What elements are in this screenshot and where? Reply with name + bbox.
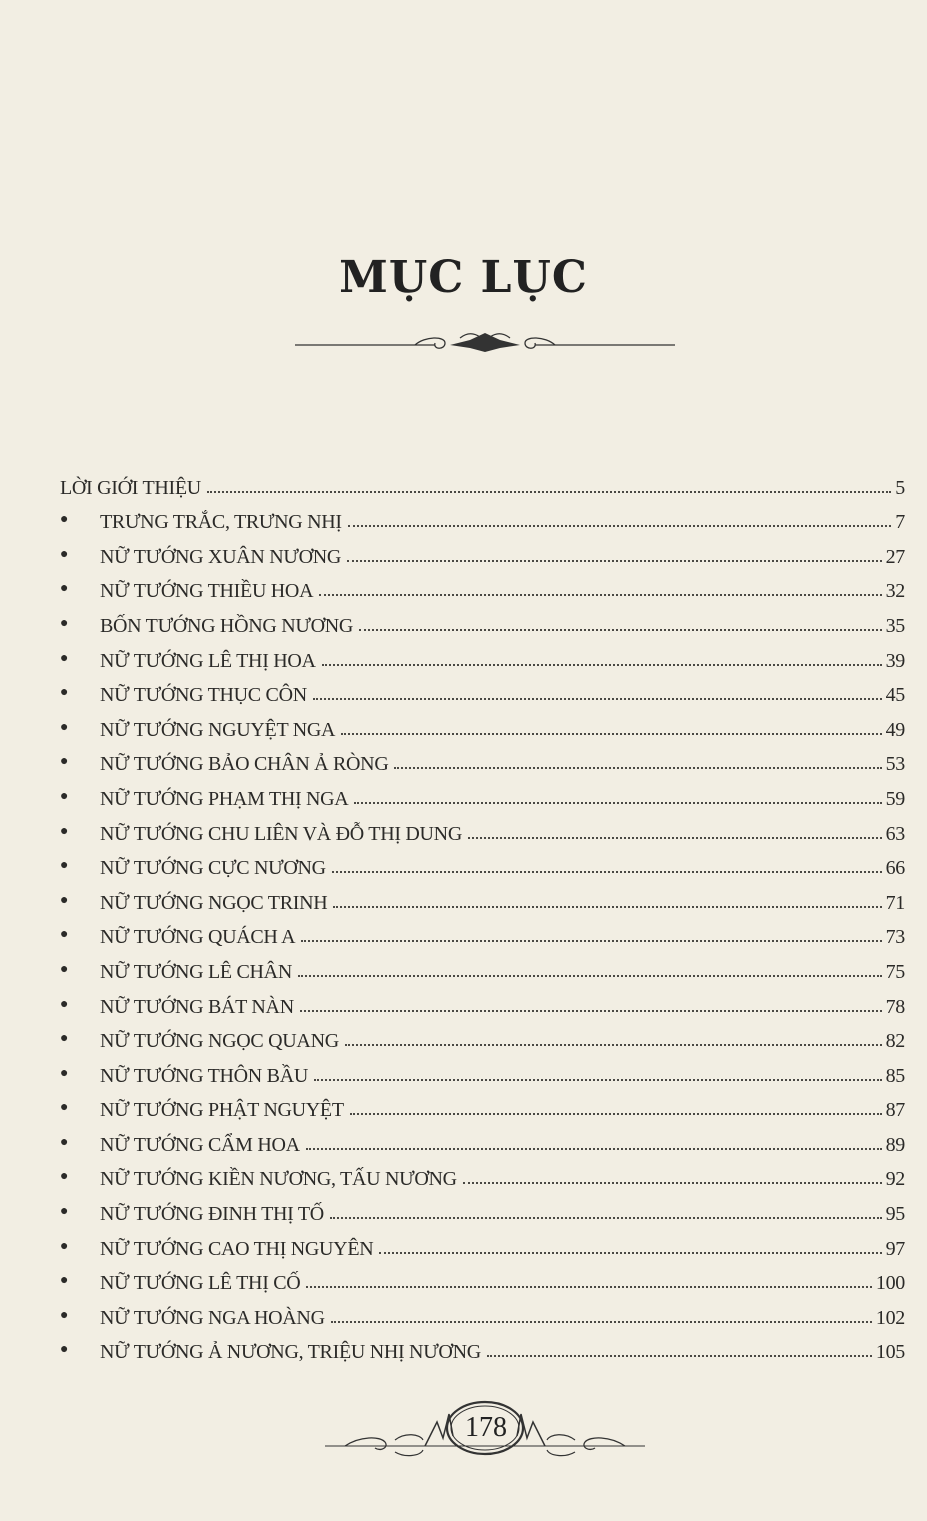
bullet-icon: ●	[60, 1065, 69, 1081]
toc-page-number: 49	[885, 718, 905, 741]
bullet-icon: ●	[60, 927, 69, 943]
dot-leader	[350, 1112, 882, 1115]
toc-entry-label: NỮ TƯỚNG NGỌC QUANG	[100, 1030, 339, 1053]
toc-page-number: 82	[885, 1030, 905, 1053]
toc-entry-row[interactable]	[60, 1053, 905, 1088]
dot-leader	[306, 1147, 882, 1150]
toc-page-number: 5	[895, 476, 905, 499]
dot-leader	[314, 1078, 882, 1081]
toc-entry-row[interactable]	[60, 1261, 905, 1296]
dot-leader	[331, 1320, 872, 1323]
toc-page-number: 89	[885, 1133, 905, 1156]
toc-page-number: 73	[885, 926, 905, 949]
toc-page-number: 75	[885, 960, 905, 983]
toc-page-number: 66	[885, 857, 905, 880]
toc-entry-label: NỮ TƯỚNG PHẠM THỊ NGA	[100, 787, 349, 810]
toc-entry-label: BỐN TƯỚNG HỒNG NƯƠNG	[100, 614, 353, 637]
toc-page-number: 59	[885, 787, 905, 810]
toc-page-number: 71	[885, 891, 905, 914]
dot-leader	[207, 490, 891, 493]
page-number: 178	[465, 1412, 507, 1443]
toc-page-number: 105	[875, 1341, 905, 1364]
toc-entry-label: NỮ TƯỚNG KIỀN NƯƠNG, TẤU NƯƠNG	[100, 1168, 457, 1191]
toc-entry-label: NỮ TƯỚNG LÊ CHÂN	[100, 960, 292, 983]
toc-entry-label: NỮ TƯỚNG NGUYỆT NGA	[100, 718, 336, 741]
toc-entry-row[interactable]	[60, 811, 905, 846]
bullet-icon: ●	[60, 996, 69, 1012]
toc-entry-label: NỮ TƯỚNG Ả NƯƠNG, TRIỆU NHỊ NƯƠNG	[100, 1341, 481, 1364]
toc-page-number: 78	[885, 995, 905, 1018]
bullet-icon: ●	[60, 1100, 69, 1116]
toc-entry-row[interactable]	[60, 846, 905, 881]
bullet-icon: ●	[60, 581, 69, 597]
dot-leader	[359, 628, 882, 631]
toc-entry-row[interactable]	[60, 776, 905, 811]
dot-leader	[468, 836, 882, 839]
dot-leader	[333, 905, 881, 908]
dot-leader	[341, 732, 881, 735]
toc-page-number: 87	[885, 1099, 905, 1122]
dot-leader	[301, 939, 881, 942]
bullet-icon: ●	[60, 1273, 69, 1289]
bullet-icon: ●	[60, 1307, 69, 1323]
toc-entry-row[interactable]	[60, 603, 905, 638]
bullet-icon: ●	[60, 512, 69, 528]
dot-leader	[300, 1009, 882, 1012]
toc-page-number: 35	[885, 614, 905, 637]
toc-entry-row[interactable]	[60, 949, 905, 984]
toc-entry-row[interactable]	[60, 1295, 905, 1330]
dot-leader	[348, 524, 892, 527]
bullet-icon: ●	[60, 1342, 69, 1358]
toc-entry-label: NỮ TƯỚNG PHẬT NGUYỆT	[100, 1099, 344, 1122]
dot-leader	[354, 801, 881, 804]
table-of-contents	[60, 465, 905, 1364]
toc-page-number: 32	[885, 580, 905, 603]
bullet-icon: ●	[60, 823, 69, 839]
toc-entry-label: NỮ TƯỚNG XUÂN NƯƠNG	[100, 545, 342, 568]
dot-leader	[332, 870, 882, 873]
toc-entry-row[interactable]	[60, 707, 905, 742]
dot-leader	[463, 1181, 882, 1184]
toc-entry-label: NỮ TƯỚNG ĐINH THỊ TỐ	[100, 1203, 324, 1226]
dot-leader	[330, 1216, 882, 1219]
toc-entry-label: NỮ TƯỚNG LÊ THỊ HOA	[100, 649, 316, 672]
bullet-icon: ●	[60, 650, 69, 666]
bullet-icon: ●	[60, 1169, 69, 1185]
toc-entry-row[interactable]	[60, 638, 905, 673]
bullet-icon: ●	[60, 1134, 69, 1150]
toc-page-number: 100	[875, 1272, 905, 1295]
toc-entry-row[interactable]	[60, 1330, 905, 1365]
toc-page-number: 45	[885, 684, 905, 707]
toc-page-number: 53	[885, 753, 905, 776]
toc-entry-label: NỮ TƯỚNG THÔN BẦU	[100, 1064, 308, 1087]
toc-entry-row[interactable]	[60, 1191, 905, 1226]
bullet-icon: ●	[60, 1031, 69, 1047]
toc-page-number: 92	[885, 1168, 905, 1191]
page-title: MỤC LỤC	[339, 252, 588, 303]
toc-entry-label: NỮ TƯỚNG THỤC CÔN	[100, 684, 307, 707]
toc-intro-row[interactable]	[60, 465, 905, 500]
dot-leader	[347, 559, 882, 562]
toc-entry-label: NỮ TƯỚNG QUÁCH A	[100, 926, 296, 949]
toc-page-number: 7	[895, 511, 905, 534]
toc-entry-label: TRƯNG TRẮC, TRƯNG NHỊ	[100, 511, 342, 534]
bullet-icon: ●	[60, 961, 69, 977]
toc-page-number: 27	[885, 545, 905, 568]
bullet-icon: ●	[60, 546, 69, 562]
dot-leader	[487, 1354, 872, 1357]
dot-leader	[306, 1285, 871, 1288]
toc-entry-label: NỮ TƯỚNG NGỌC TRINH	[100, 891, 328, 914]
dot-leader	[394, 766, 881, 769]
toc-entry-list	[60, 500, 905, 1365]
dot-leader	[379, 1251, 881, 1254]
toc-entry-label: NỮ TƯỚNG LÊ THỊ CỐ	[100, 1272, 301, 1295]
toc-entry-row[interactable]	[60, 984, 905, 1019]
bullet-icon: ●	[60, 754, 69, 770]
toc-entry-row[interactable]	[60, 500, 905, 535]
toc-entry-label: NỮ TƯỚNG CAO THỊ NGUYÊN	[100, 1237, 374, 1260]
title-divider-ornament	[295, 328, 675, 358]
toc-entry-label: NỮ TƯỚNG THIỀU HOA	[100, 580, 314, 603]
toc-entry-row[interactable]	[60, 1122, 905, 1157]
toc-page-number: 85	[885, 1064, 905, 1087]
toc-entry-row[interactable]	[60, 742, 905, 777]
bullet-icon: ●	[60, 615, 69, 631]
dot-leader	[345, 1043, 882, 1046]
toc-page-number: 95	[885, 1203, 905, 1226]
toc-entry-label: LỜI GIỚI THIỆU	[60, 476, 201, 499]
toc-page-number: 39	[885, 649, 905, 672]
toc-entry-row[interactable]	[60, 880, 905, 915]
dot-leader	[298, 974, 882, 977]
bullet-icon: ●	[60, 1204, 69, 1220]
toc-entry-row[interactable]	[60, 569, 905, 604]
toc-page-number: 63	[885, 822, 905, 845]
toc-entry-label: NỮ TƯỚNG BÁT NÀN	[100, 995, 294, 1018]
dot-leader	[313, 697, 882, 700]
dot-leader	[322, 663, 882, 666]
toc-entry-row[interactable]	[60, 1088, 905, 1123]
bullet-icon: ●	[60, 1238, 69, 1254]
toc-entry-row[interactable]	[60, 915, 905, 950]
bullet-icon: ●	[60, 892, 69, 908]
toc-entry-label: NỮ TƯỚNG CẨM HOA	[100, 1133, 300, 1156]
toc-entry-row[interactable]	[60, 1226, 905, 1261]
toc-page-number: 102	[875, 1306, 905, 1329]
bullet-icon: ●	[60, 858, 69, 874]
toc-entry-row[interactable]	[60, 673, 905, 708]
toc-entry-row[interactable]	[60, 534, 905, 569]
toc-entry-row[interactable]	[60, 1019, 905, 1054]
toc-entry-label: NỮ TƯỚNG CHU LIÊN VÀ ĐỖ THỊ DUNG	[100, 822, 462, 845]
toc-entry-label: NỮ TƯỚNG NGA HOÀNG	[100, 1306, 325, 1329]
dot-leader	[319, 593, 881, 596]
toc-page-number: 97	[885, 1237, 905, 1260]
toc-entry-label: NỮ TƯỚNG CỰC NƯƠNG	[100, 857, 326, 880]
toc-entry-row[interactable]	[60, 1157, 905, 1192]
bullet-icon: ●	[60, 685, 69, 701]
bullet-icon: ●	[60, 788, 69, 804]
bullet-icon: ●	[60, 719, 69, 735]
toc-entry-label: NỮ TƯỚNG BẢO CHÂN Ả RÒNG	[100, 753, 389, 776]
